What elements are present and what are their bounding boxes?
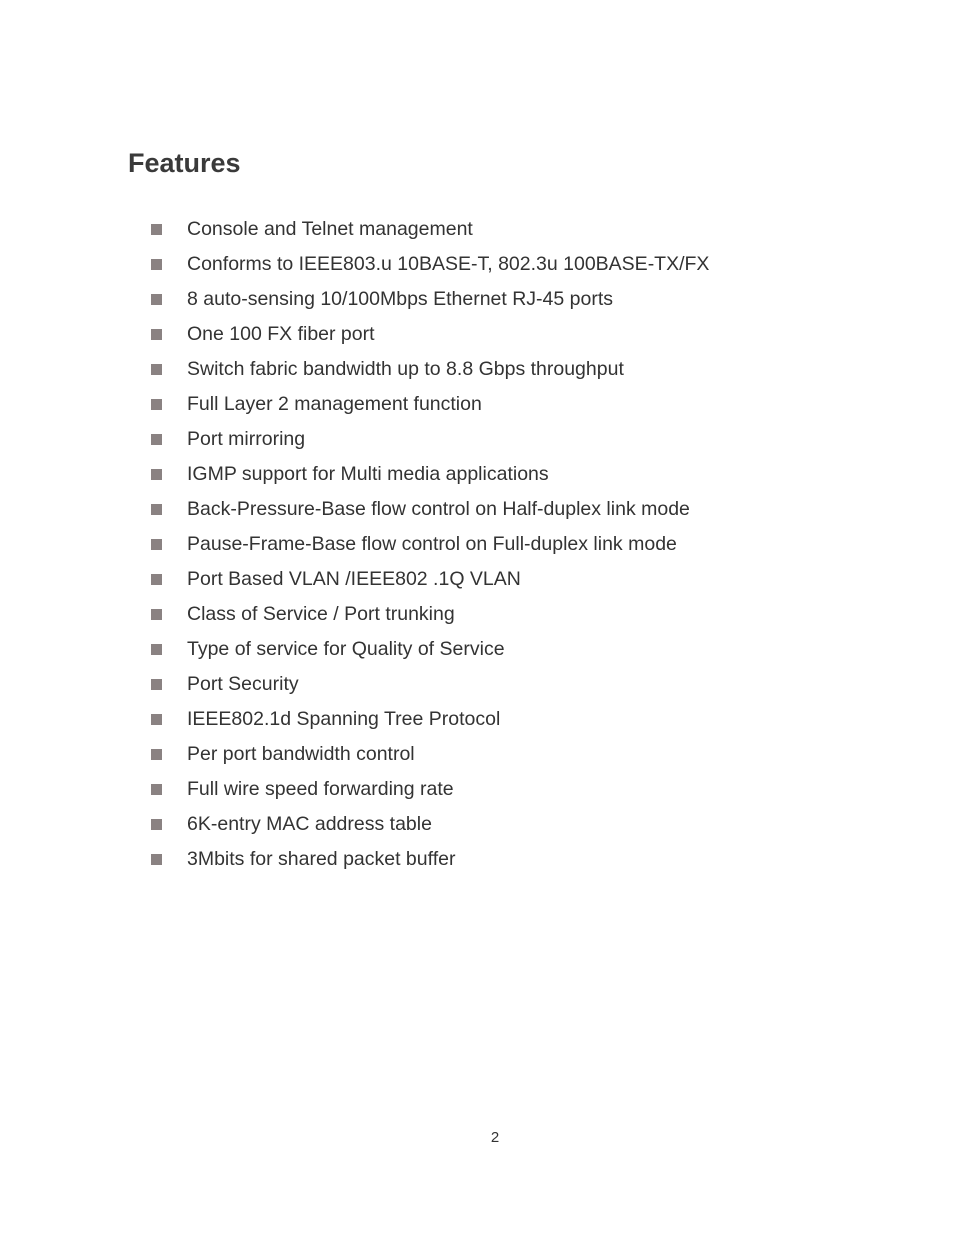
list-item xyxy=(151,352,709,387)
feature-text: IGMP support for Multi media applications xyxy=(187,463,549,485)
feature-text: 8 auto-sensing 10/100Mbps Ethernet RJ-45 ports xyxy=(187,288,614,310)
square-bullet-icon xyxy=(151,399,162,410)
square-bullet-icon xyxy=(151,504,162,515)
feature-text: Pause-Frame-Base flow control on Full-duplex link mode xyxy=(187,533,677,555)
list-item xyxy=(151,212,709,247)
list-item xyxy=(151,737,709,772)
square-bullet-icon xyxy=(151,749,162,760)
list-item xyxy=(151,807,709,842)
feature-text: Full wire speed forwarding rate xyxy=(187,778,454,800)
list-item xyxy=(151,282,709,317)
square-bullet-icon xyxy=(151,469,162,480)
list-item xyxy=(151,422,709,457)
feature-text: Per port bandwidth control xyxy=(187,743,415,765)
list-item xyxy=(151,387,709,422)
square-bullet-icon xyxy=(151,784,162,795)
list-item xyxy=(151,667,709,702)
square-bullet-icon xyxy=(151,294,162,305)
feature-text: Class of Service / Port trunking xyxy=(187,603,455,625)
square-bullet-icon xyxy=(151,329,162,340)
list-item xyxy=(151,527,709,562)
feature-list xyxy=(151,212,709,877)
list-item xyxy=(151,247,709,282)
feature-text: Conforms to IEEE803.u 10BASE-T, 802.3u 100BASE-TX/FX xyxy=(187,253,710,275)
square-bullet-icon xyxy=(151,224,162,235)
square-bullet-icon xyxy=(151,574,162,585)
feature-text: Port Based VLAN /IEEE802 .1Q VLAN xyxy=(187,568,521,590)
square-bullet-icon xyxy=(151,434,162,445)
list-item xyxy=(151,597,709,632)
feature-text: 6K-entry MAC address table xyxy=(187,813,432,835)
feature-text: Port Security xyxy=(187,673,299,695)
list-item xyxy=(151,632,709,667)
square-bullet-icon xyxy=(151,609,162,620)
list-item xyxy=(151,772,709,807)
square-bullet-icon xyxy=(151,539,162,550)
feature-text: IEEE802.1d Spanning Tree Protocol xyxy=(187,708,501,730)
feature-text: 3Mbits for shared packet buffer xyxy=(187,848,456,870)
list-item xyxy=(151,317,709,352)
square-bullet-icon xyxy=(151,644,162,655)
list-item xyxy=(151,842,709,877)
feature-text: Port mirroring xyxy=(187,428,306,450)
feature-text: One 100 FX fiber port xyxy=(187,323,375,345)
square-bullet-icon xyxy=(151,854,162,865)
list-item xyxy=(151,702,709,737)
square-bullet-icon xyxy=(151,259,162,270)
page-number: 2 xyxy=(490,1129,500,1146)
square-bullet-icon xyxy=(151,364,162,375)
feature-text: Type of service for Quality of Service xyxy=(187,638,505,660)
list-item xyxy=(151,457,709,492)
feature-text: Back-Pressure-Base flow control on Half-duplex link mode xyxy=(187,498,690,520)
square-bullet-icon xyxy=(151,679,162,690)
list-item xyxy=(151,492,709,527)
list-item xyxy=(151,562,709,597)
page-title: Features xyxy=(128,148,241,178)
feature-text: Full Layer 2 management function xyxy=(187,393,482,415)
feature-text: Console and Telnet management xyxy=(187,218,473,240)
square-bullet-icon xyxy=(151,714,162,725)
square-bullet-icon xyxy=(151,819,162,830)
feature-text: Switch fabric bandwidth up to 8.8 Gbps throughput xyxy=(187,358,624,380)
